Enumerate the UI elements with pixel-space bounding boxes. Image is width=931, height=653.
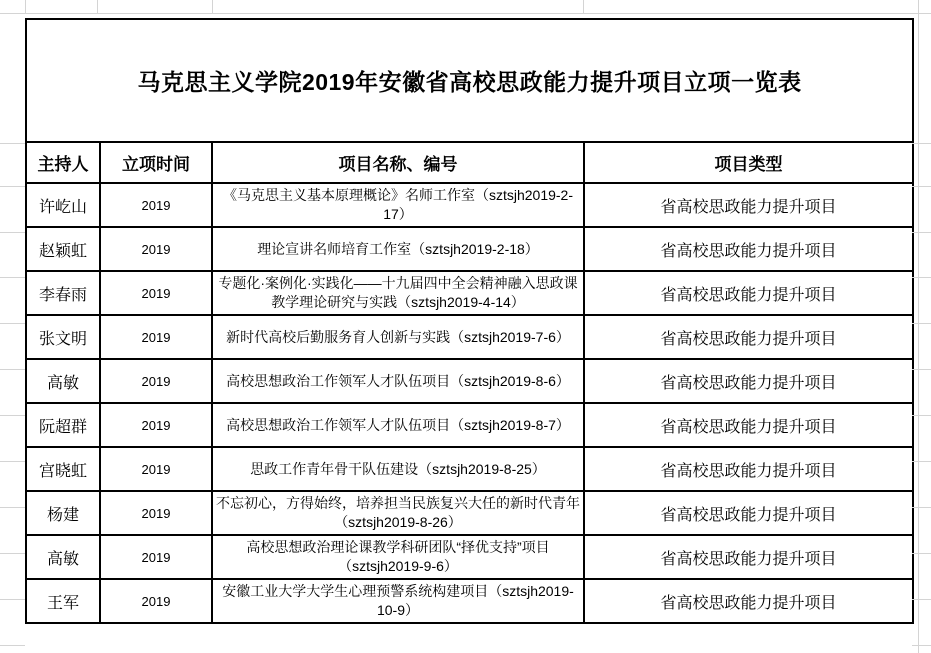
type-cell[interactable]: 省高校思政能力提升项目 — [584, 579, 913, 623]
project-cell[interactable]: 思政工作青年骨干队伍建设（sztsjh2019-8-25） — [212, 447, 584, 491]
table-row — [26, 535, 913, 579]
type-cell[interactable]: 省高校思政能力提升项目 — [584, 227, 913, 271]
host-cell[interactable]: 宫晓虹 — [26, 447, 100, 491]
project-cell[interactable]: 高校思想政治工作领军人才队伍项目（sztsjh2019-8-7） — [212, 403, 584, 447]
table-row — [26, 271, 913, 315]
gridline — [912, 369, 931, 370]
host-cell[interactable]: 阮超群 — [26, 403, 100, 447]
gridline — [912, 143, 931, 144]
type-cell[interactable]: 省高校思政能力提升项目 — [584, 315, 913, 359]
host-cell[interactable]: 李春雨 — [26, 271, 100, 315]
host-cell[interactable]: 杨建 — [26, 491, 100, 535]
gridline — [912, 599, 931, 600]
table-row — [26, 403, 913, 447]
year-cell[interactable]: 2019 — [100, 535, 212, 579]
title-row — [26, 19, 913, 142]
year-cell[interactable]: 2019 — [100, 403, 212, 447]
type-cell[interactable]: 省高校思政能力提升项目 — [584, 447, 913, 491]
year-cell[interactable]: 2019 — [100, 227, 212, 271]
year-cell[interactable]: 2019 — [100, 271, 212, 315]
projects-table — [25, 18, 914, 624]
column-header-year[interactable]: 立项时间 — [100, 142, 212, 183]
gridline — [912, 645, 931, 646]
gridline — [0, 599, 25, 600]
host-cell[interactable]: 许屹山 — [26, 183, 100, 227]
project-cell[interactable]: 理论宣讲名师培育工作室（sztsjh2019-2-18） — [212, 227, 584, 271]
gridline — [912, 415, 931, 416]
table-row — [26, 227, 913, 271]
project-cell[interactable]: 《马克思主义基本原理概论》名师工作室（sztsjh2019-2-17） — [212, 183, 584, 227]
gridline — [0, 369, 25, 370]
type-cell[interactable]: 省高校思政能力提升项目 — [584, 359, 913, 403]
type-cell[interactable]: 省高校思政能力提升项目 — [584, 403, 913, 447]
gridline — [0, 507, 25, 508]
gridline — [912, 553, 931, 554]
host-cell[interactable]: 赵颖虹 — [26, 227, 100, 271]
gridline — [918, 0, 919, 653]
header-row — [26, 142, 913, 183]
gridline — [912, 323, 931, 324]
host-cell[interactable]: 王军 — [26, 579, 100, 623]
gridline — [0, 143, 25, 144]
table-row — [26, 183, 913, 227]
project-cell[interactable]: 高校思想政治理论课教学科研团队“择优支持”项目（sztsjh2019-9-6） — [212, 535, 584, 579]
table-row — [26, 447, 913, 491]
table-row — [26, 491, 913, 535]
type-cell[interactable]: 省高校思政能力提升项目 — [584, 271, 913, 315]
gridline — [0, 232, 25, 233]
gridline — [912, 277, 931, 278]
table-row — [26, 359, 913, 403]
year-cell[interactable]: 2019 — [100, 579, 212, 623]
type-cell[interactable]: 省高校思政能力提升项目 — [584, 535, 913, 579]
host-cell[interactable]: 张文明 — [26, 315, 100, 359]
table-row — [26, 315, 913, 359]
project-cell[interactable]: 不忘初心，方得始终，培养担当民族复兴大任的新时代青年（sztsjh2019-8-26） — [212, 491, 584, 535]
type-cell[interactable]: 省高校思政能力提升项目 — [584, 183, 913, 227]
year-cell[interactable]: 2019 — [100, 315, 212, 359]
year-cell[interactable]: 2019 — [100, 183, 212, 227]
project-cell[interactable]: 高校思想政治工作领军人才队伍项目（sztsjh2019-8-6） — [212, 359, 584, 403]
host-cell[interactable]: 高敏 — [26, 535, 100, 579]
year-cell[interactable]: 2019 — [100, 491, 212, 535]
type-cell[interactable]: 省高校思政能力提升项目 — [584, 491, 913, 535]
gridline — [0, 553, 25, 554]
year-cell[interactable]: 2019 — [100, 359, 212, 403]
column-header-type[interactable]: 项目类型 — [584, 142, 913, 183]
gridline — [0, 277, 25, 278]
gridline — [212, 0, 213, 13]
gridline — [912, 461, 931, 462]
column-header-project[interactable]: 项目名称、编号 — [212, 142, 584, 183]
gridline — [0, 323, 25, 324]
gridline — [912, 232, 931, 233]
gridline — [0, 415, 25, 416]
gridline — [25, 0, 26, 13]
project-cell[interactable]: 安徽工业大学大学生心理预警系统构建项目（sztsjh2019-10-9） — [212, 579, 584, 623]
table-title[interactable]: 马克思主义学院2019年安徽省高校思政能力提升项目立项一览表 — [26, 19, 913, 142]
gridline — [0, 645, 25, 646]
gridline — [912, 186, 931, 187]
gridline — [583, 0, 584, 13]
table-row — [26, 579, 913, 623]
gridline — [912, 507, 931, 508]
column-header-host[interactable]: 主持人 — [26, 142, 100, 183]
gridline — [0, 186, 25, 187]
gridline — [97, 0, 98, 13]
year-cell[interactable]: 2019 — [100, 447, 212, 491]
gridline — [0, 13, 931, 14]
project-cell[interactable]: 新时代高校后勤服务育人创新与实践（sztsjh2019-7-6） — [212, 315, 584, 359]
gridline — [0, 461, 25, 462]
host-cell[interactable]: 高敏 — [26, 359, 100, 403]
project-cell[interactable]: 专题化·案例化·实践化——十九届四中全会精神融入思政课教学理论研究与实践（sztsjh2019-4-14） — [212, 271, 584, 315]
